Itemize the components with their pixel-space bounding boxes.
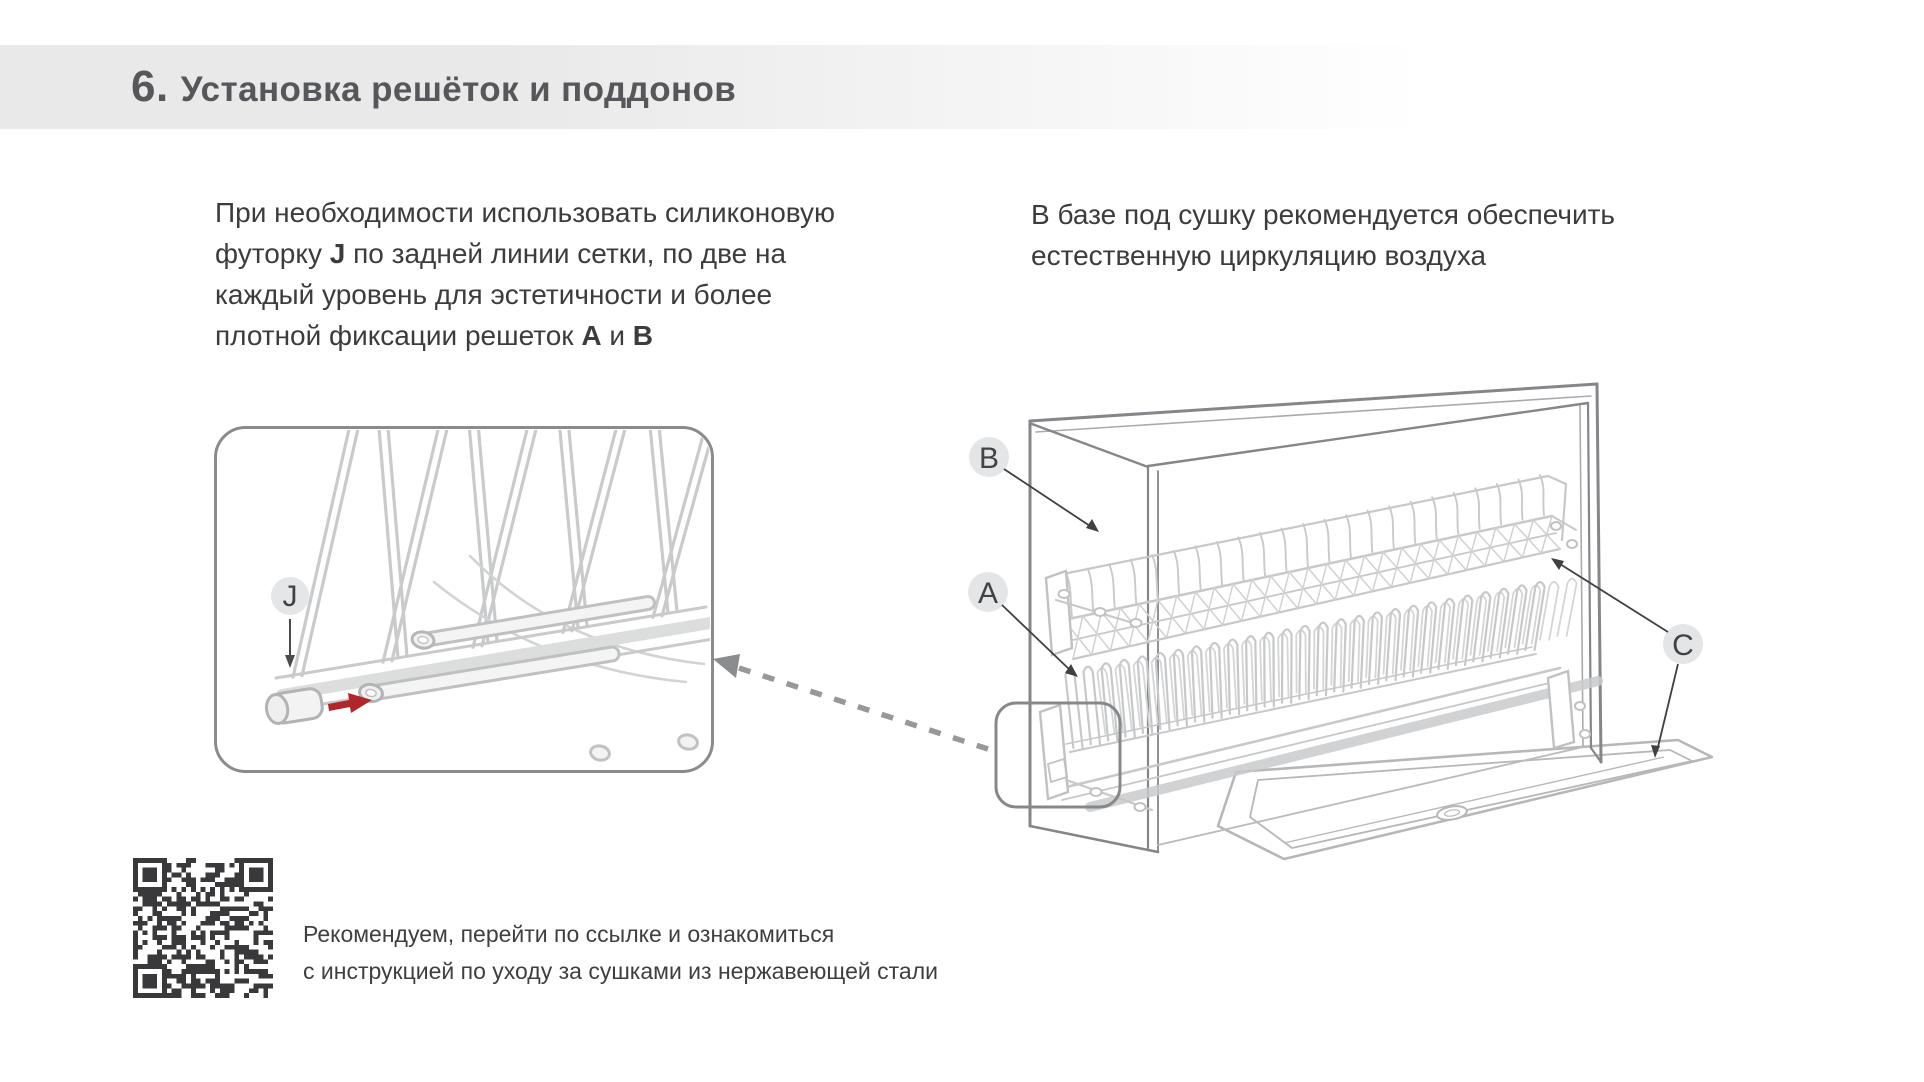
paragraph-line: плотной фиксации решеток A и B	[215, 320, 653, 351]
svg-text:J: J	[282, 580, 298, 613]
dashed-leader-arrow	[713, 654, 988, 749]
svg-text:A: A	[977, 577, 999, 610]
paragraph-line: футорку J по задней линии сетки, по две на	[215, 238, 787, 269]
svg-text:B: B	[978, 442, 1000, 475]
part-ref-a: A	[581, 320, 602, 351]
paragraph-line: В базе под сушку рекомендуется обеспечить	[1031, 199, 1616, 230]
paragraph-line: При необходимости использовать силиконовую	[215, 197, 836, 228]
cabinet-illustration	[968, 384, 1712, 859]
svg-text:C: C	[1672, 629, 1694, 662]
part-ref-j: J	[329, 238, 346, 269]
paragraph-line: естественную циркуляцию воздуха	[1031, 240, 1487, 271]
caption-line: с инструкцией по уходу за сушками из нержавеющей стали	[303, 958, 938, 984]
part-ref-b: B	[632, 320, 653, 351]
section-title: Установка решёток и поддонов	[180, 70, 737, 109]
detail-callout-box	[216, 343, 768, 772]
upper-rack-b	[1046, 475, 1577, 659]
section-number: 6.	[131, 62, 169, 111]
label-b	[969, 437, 1099, 532]
caption-line: Рекомендуем, перейти по ссылке и ознакомиться	[303, 921, 835, 947]
paragraph-line: каждый уровень для эстетичности и более	[215, 279, 773, 310]
j-label	[271, 577, 309, 615]
